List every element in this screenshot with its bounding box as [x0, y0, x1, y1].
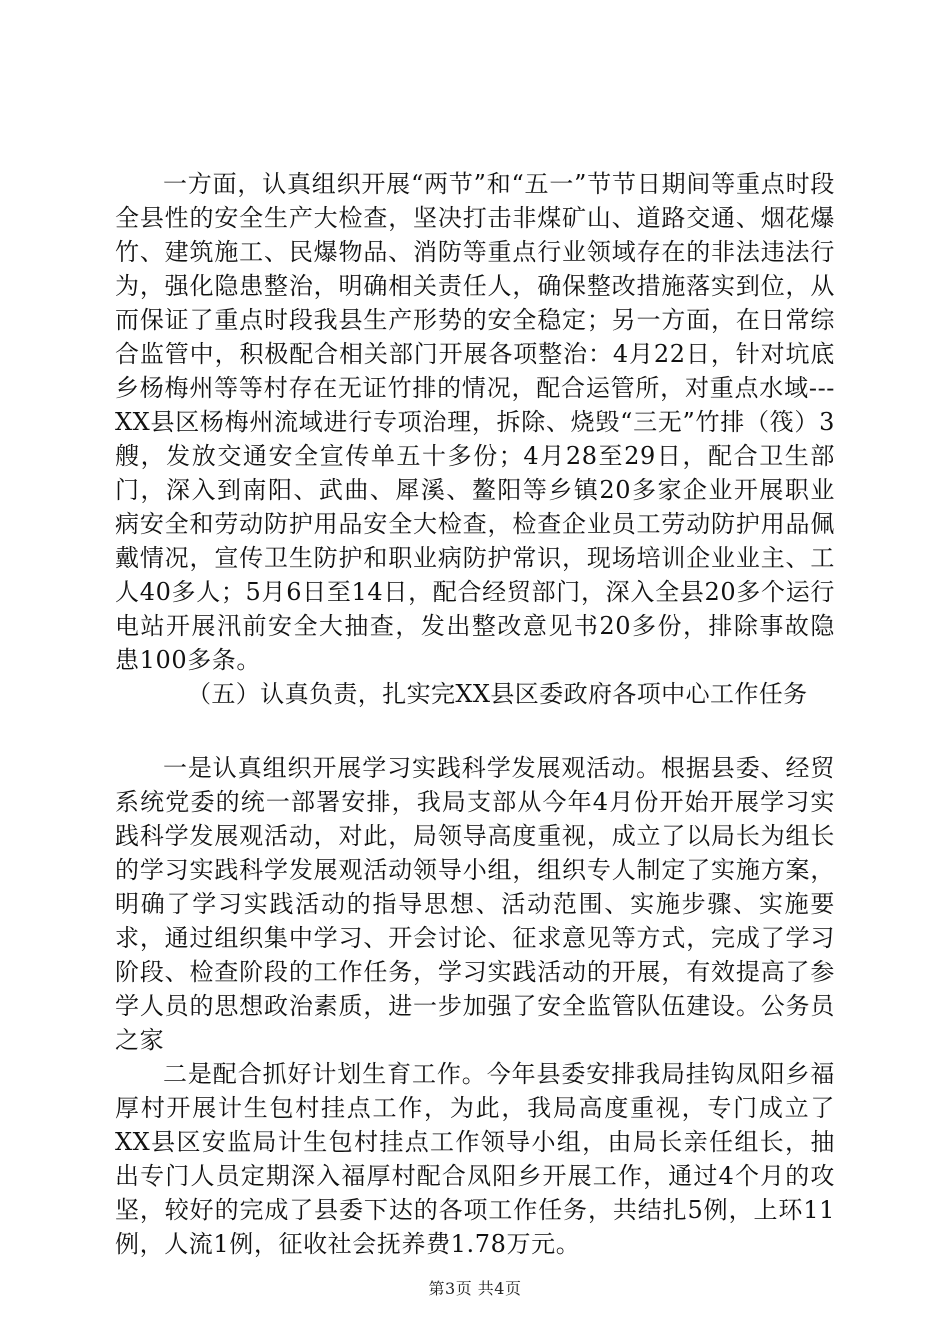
section-spacer — [115, 711, 835, 751]
paragraph-scientific-development: 一是认真组织开展学习实践科学发展观活动。根据县委、经贸系统党委的统一部署安排，我局支部从今年4月份开始开展学习实践科学发展观活动，对此，局领导高度重视，成立了以局长为组长的学习实践科学发展观活动领导小组，组织专人制定了实施方案，明确了学习实践活动的指导思想、活动范围、实施步骤、实施要求，通过组织集中学习、开会讨论、征求意见等方式，完成了学习阶段、检查阶段的工作任务，学习实践活动的开展，有效提高了参学人员的思想政治素质，进一步加强了安全监管队伍建设。公务员之家 — [115, 754, 835, 1054]
paragraph-family-planning: 二是配合抓好计划生育工作。今年县委安排我局挂钩凤阳乡福厚村开展计生包村挂点工作，为此，我局高度重视，专门成立了XX县区安监局计生包村挂点工作领导小组，由局长亲任组长，抽出专门人员定期深入福厚村配合凤阳乡开展工作，通过4个月的攻坚，较好的完成了县委下达的各项工作任务，共结扎5例，上环11例，人流1例，征收社会抚养费1.78万元。 — [115, 1060, 835, 1258]
page-footer: 第3页 共4页 — [428, 1279, 522, 1298]
document-body — [115, 167, 835, 1261]
paragraph-safety-inspection: 一方面，认真组织开展“两节”和“五一”节节日期间等重点时段全县性的安全生产大检查，坚决打击非煤矿山、道路交通、烟花爆竹、建筑施工、民爆物品、消防等重点行业领域存在的非法违法行为，强化隐患整治，明确相关责任人，确保整改措施落实到位，从而保证了重点时段我县生产形势的安全稳定；另一方面，在日常综合监管中，积极配合相关部门开展各项整治：4月22日，针对坑底乡杨梅州等等村存在无证竹排的情况，配合运管所，对重点水域---XX县区杨梅州流域进行专项治理，拆除、烧毁“三无”竹排（筏）3艘，发放交通安全宣传单五十多份；4月28至29日，配合卫生部门，深入到南阳、武曲、犀溪、鳌阳等乡镇20多家企业开展职业病安全和劳动防护用品安全大检查，检查企业员工劳动防护用品佩戴情况，宣传卫生防护和职业病防护常识，现场培训企业业主、工人40多人；5月6日至14日，配合经贸部门，深入全县20多个运行电站开展汛前安全大抽查，发出整改意见书20多份，排除事故隐患100多条。 — [115, 170, 835, 674]
section-heading-five: （五）认真负责，扎实完XX县区委政府各项中心工作任务 — [187, 680, 808, 708]
